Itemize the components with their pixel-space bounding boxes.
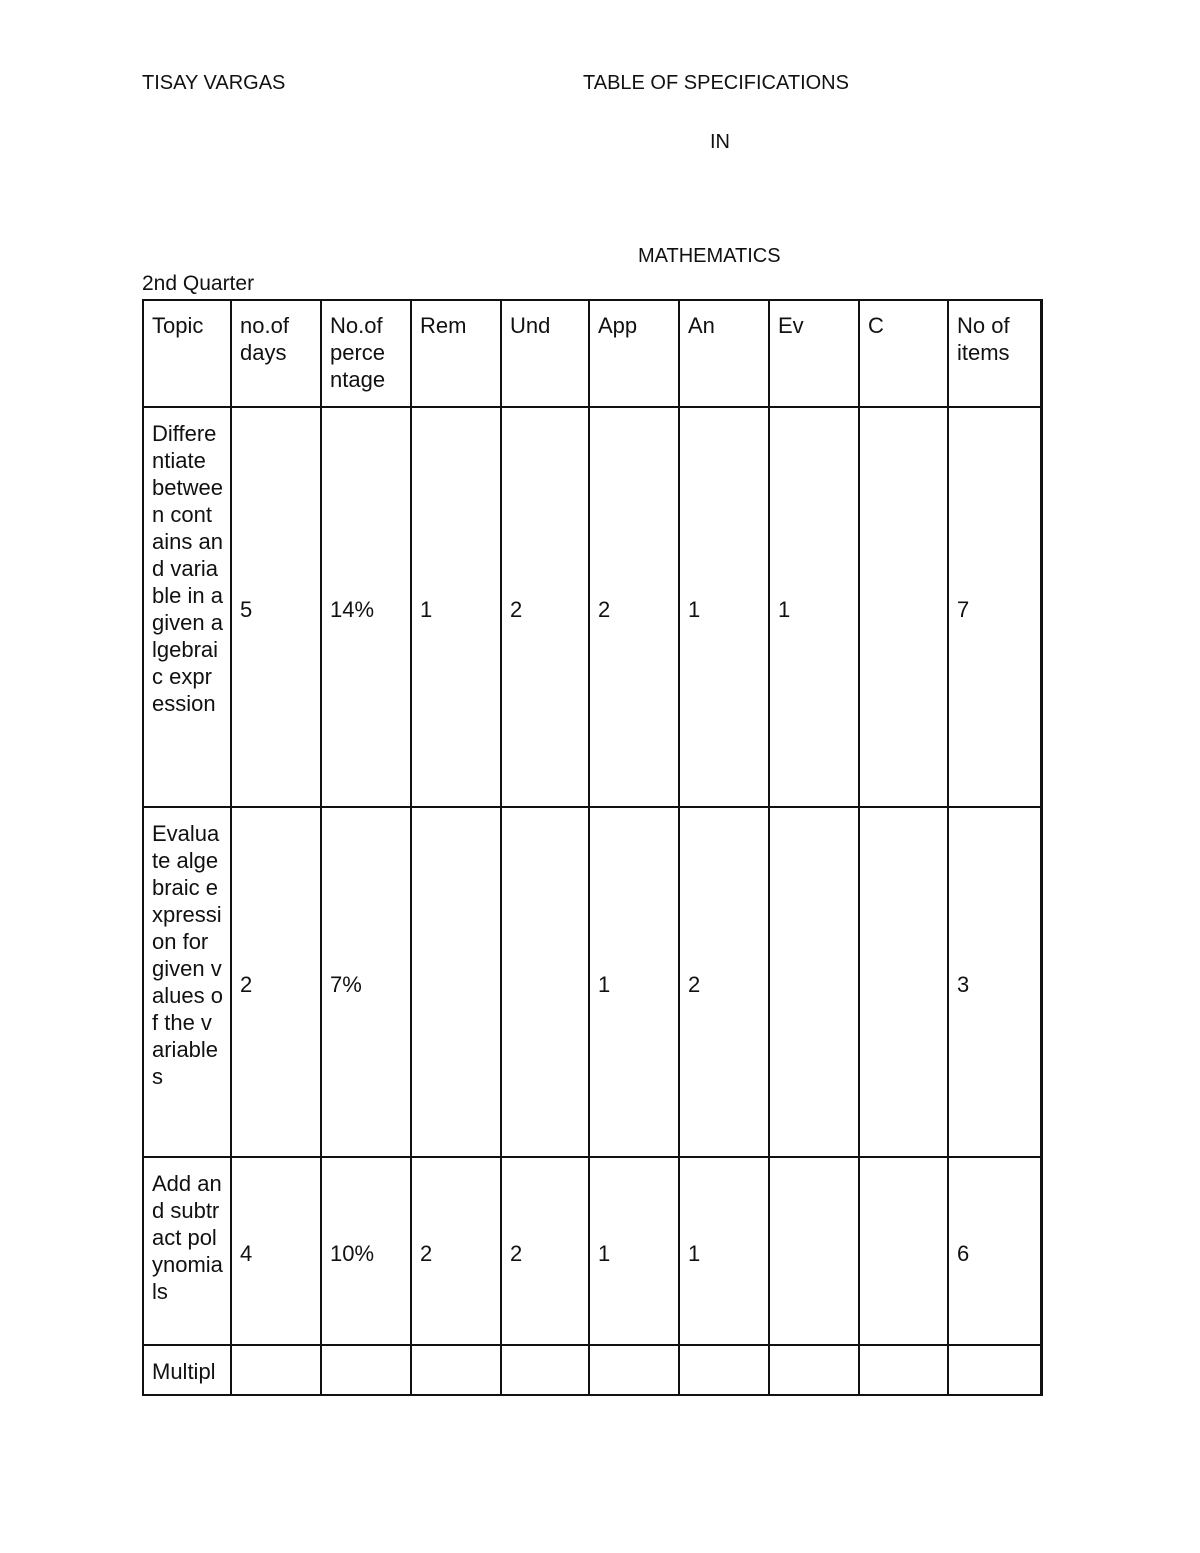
header-cell-items: No of items [948,300,1041,407]
percentage-cell: 10% [321,1157,411,1345]
topic-cell: Differentiate between contains and variable in a given algebraic expression [143,407,231,807]
c-cell [859,407,948,807]
days-cell: 4 [231,1157,321,1345]
topic-cell: Evaluate algebraic expression for given values of the variables [143,807,231,1157]
days-cell [231,1345,321,1395]
author-name: TISAY VARGAS [142,72,286,94]
title-connector: IN [710,131,730,153]
header-cell-topic: Topic [143,300,231,407]
header-cell-percentage: No.of perce ntage [321,300,411,407]
items-cell: 7 [948,407,1041,807]
header-cell-an: An [679,300,769,407]
app-cell: 1 [589,1157,679,1345]
ev-cell [769,807,859,1157]
an-cell: 2 [679,807,769,1157]
specifications-table [142,299,1043,1396]
und-cell [501,1345,589,1395]
ev-cell: 1 [769,407,859,807]
table-header-row [143,300,1041,407]
ev-cell [769,1157,859,1345]
und-cell: 2 [501,1157,589,1345]
days-cell: 5 [231,407,321,807]
percentage-cell: 14% [321,407,411,807]
und-cell: 2 [501,407,589,807]
c-cell [859,1345,948,1395]
subject-title: MATHEMATICS [638,245,781,267]
header-cell-ev: Ev [769,300,859,407]
items-cell: 3 [948,807,1041,1157]
table-row [143,1157,1041,1345]
ev-cell [769,1345,859,1395]
header-cell-days: no.of days [231,300,321,407]
c-cell [859,1157,948,1345]
percentage-cell: 7% [321,807,411,1157]
table-row [143,1345,1041,1395]
rem-cell: 1 [411,407,501,807]
items-cell: 6 [948,1157,1041,1345]
days-cell: 2 [231,807,321,1157]
rem-cell: 2 [411,1157,501,1345]
app-cell: 2 [589,407,679,807]
items-cell [948,1345,1041,1395]
und-cell [501,807,589,1157]
app-cell: 1 [589,807,679,1157]
rem-cell [411,1345,501,1395]
app-cell [589,1345,679,1395]
an-cell: 1 [679,1157,769,1345]
document-title: TABLE OF SPECIFICATIONS [583,72,849,94]
an-cell: 1 [679,407,769,807]
quarter-label: 2nd Quarter [142,272,255,295]
rem-cell [411,807,501,1157]
table-row [143,407,1041,807]
header-cell-app: App [589,300,679,407]
header-cell-c: C [859,300,948,407]
header-cell-rem: Rem [411,300,501,407]
table-row [143,807,1041,1157]
c-cell [859,807,948,1157]
topic-cell: Multipl [143,1345,231,1395]
an-cell [679,1345,769,1395]
percentage-cell [321,1345,411,1395]
topic-cell: Add and subtract polynomials [143,1157,231,1345]
header-cell-und: Und [501,300,589,407]
